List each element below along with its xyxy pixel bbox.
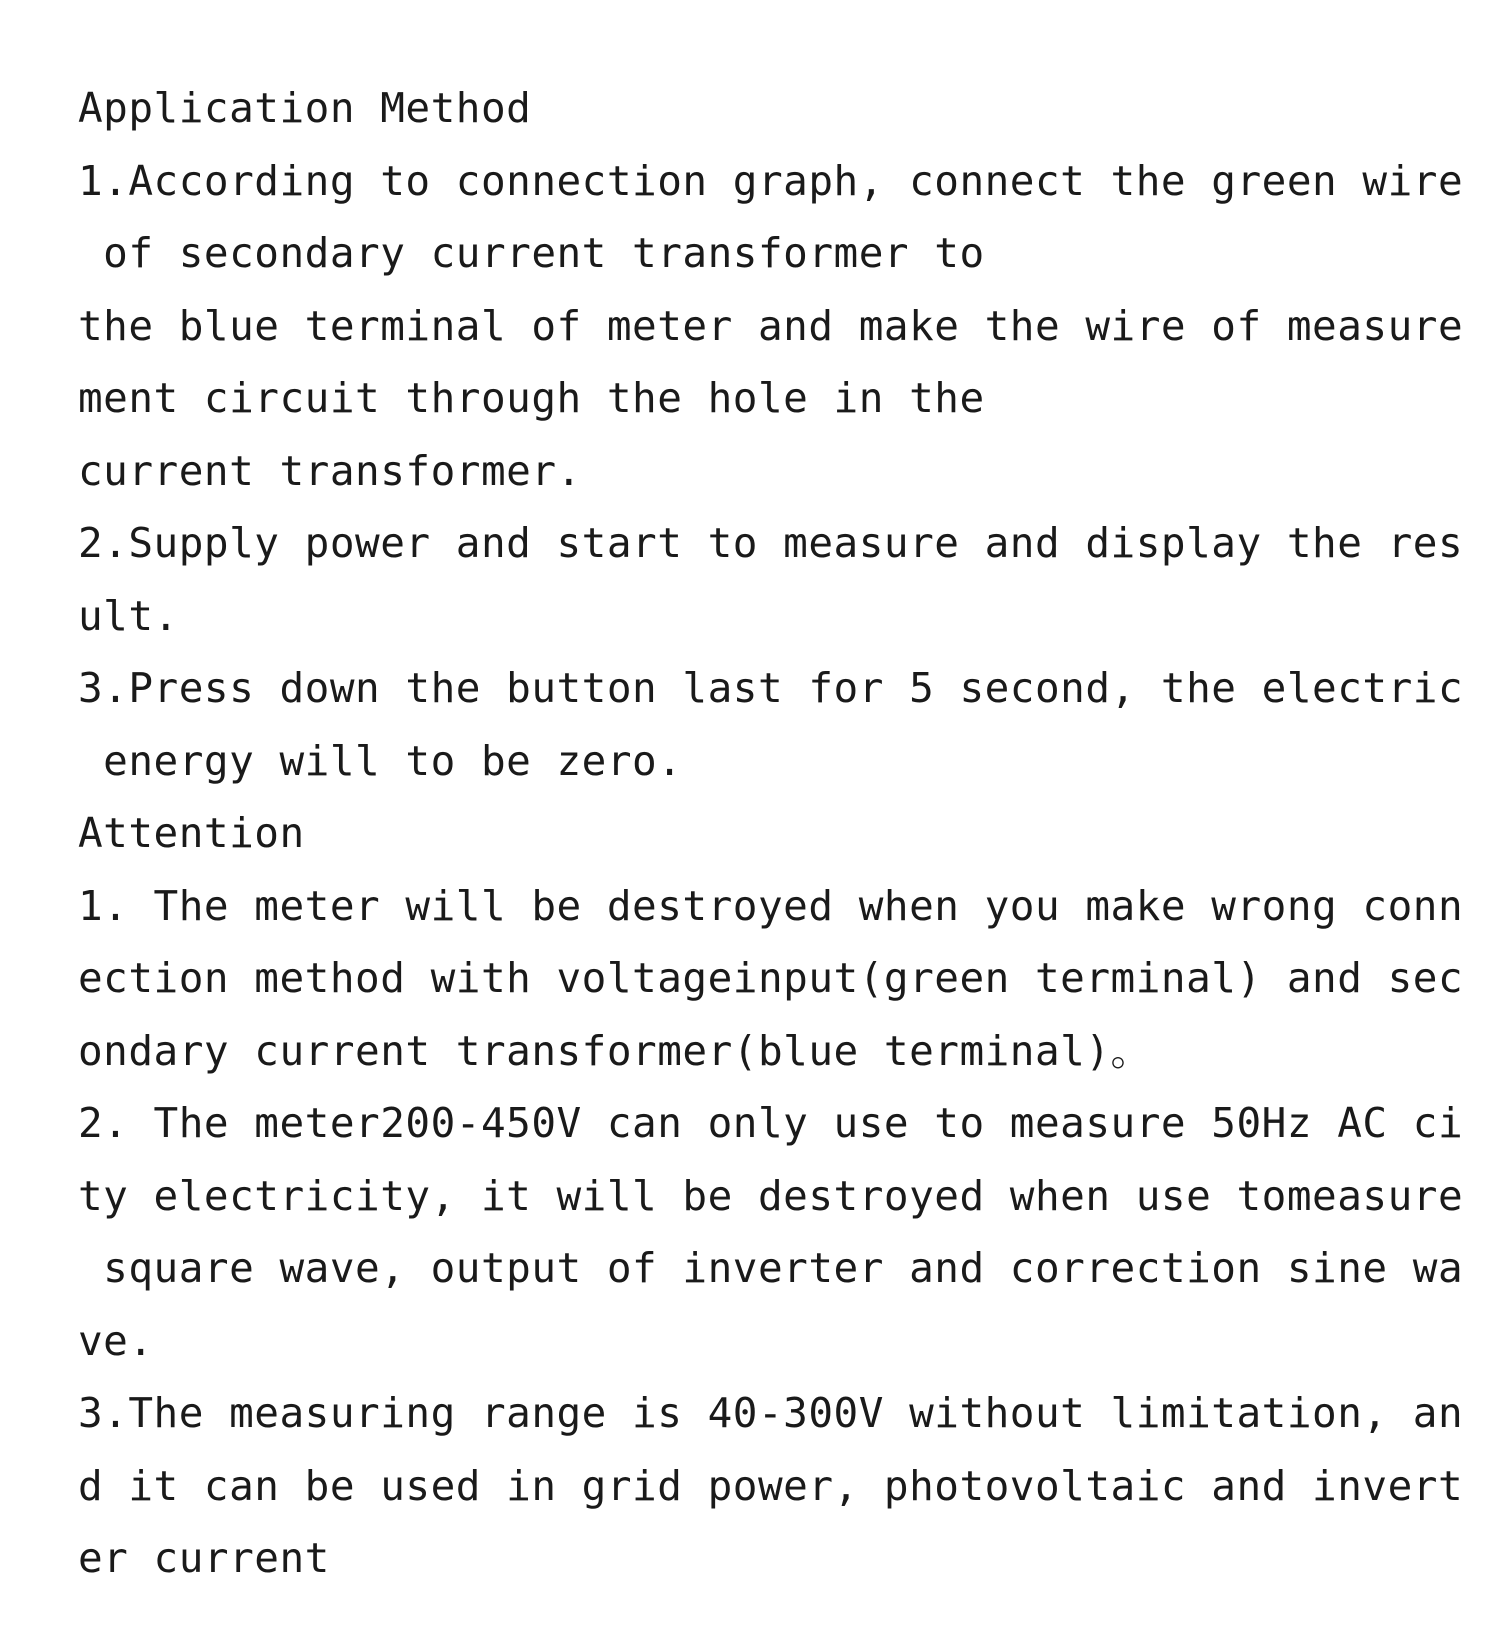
- text-line: 3.Press down the button last for 5 second, the electric: [78, 664, 1464, 712]
- text-line: energy will to be zero.: [78, 736, 683, 785]
- heading-application-method: Application Method: [78, 84, 532, 132]
- text-line: ection method with voltageinput(green terminal) and sec: [78, 954, 1464, 1002]
- text-line: 1.According to connection graph, connect the green wire: [78, 156, 1464, 205]
- text-line: ment circuit through the hole in the: [78, 374, 985, 422]
- text-line: ondary current transformer(blue terminal)。: [78, 1026, 1153, 1075]
- text-line: 1. The meter will be destroyed when you make wrong conn: [78, 881, 1464, 930]
- text-line: 2.Supply power and start to measure and display the res: [78, 519, 1464, 567]
- text-line: 2. The meter200-450V can only use to measure 50Hz AC ci: [78, 1099, 1464, 1147]
- text-line: er current: [78, 1534, 330, 1582]
- text-line: square wave, output of inverter and correction sine wa: [78, 1244, 1464, 1292]
- text-line: 3.The measuring range is 40-300V without limitation, an: [78, 1389, 1464, 1437]
- text-line: ult.: [78, 591, 179, 640]
- text-line: the blue terminal of meter and make the wire of measure: [78, 301, 1464, 350]
- text-line: current transformer.: [78, 446, 582, 495]
- heading-attention: Attention: [78, 809, 305, 857]
- text-line: d it can be used in grid power, photovoltaic and invert: [78, 1461, 1464, 1510]
- instruction-document: [78, 72, 1464, 1595]
- text-line: ty electricity, it will be destroyed when use tomeasure: [78, 1171, 1464, 1220]
- text-line: of secondary current transformer to: [78, 229, 985, 277]
- text-line: ve.: [78, 1316, 154, 1365]
